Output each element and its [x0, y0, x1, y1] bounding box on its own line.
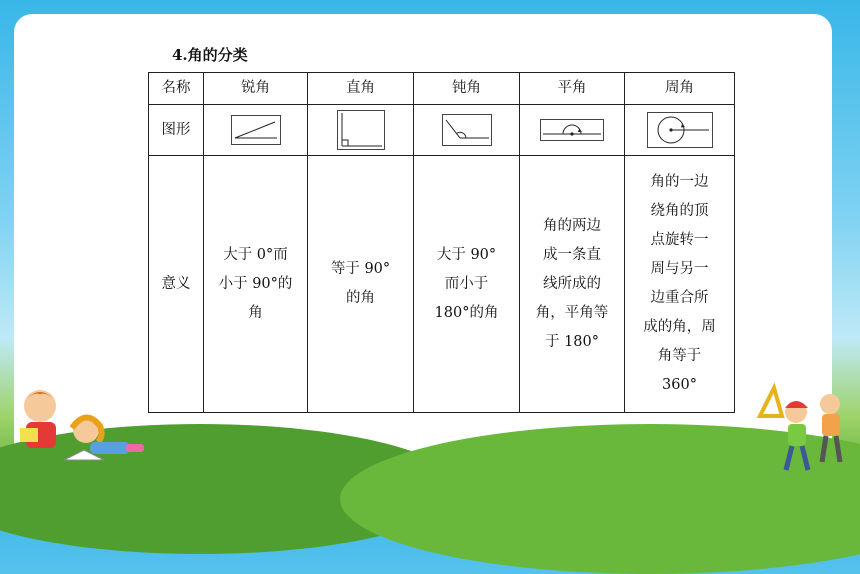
section-heading: 4.角的分类 — [172, 46, 248, 64]
acute-meaning-text: 大于 0°而 小于 90°的 角 — [218, 246, 293, 321]
meaning-row-label: 意义 — [149, 156, 204, 413]
angle-classification-table — [148, 72, 735, 413]
figure-row-label: 图形 — [149, 105, 204, 156]
figure-row — [149, 105, 735, 156]
header-cell: 直角 — [308, 73, 414, 105]
straight-angle-meaning — [520, 156, 625, 413]
acute-angle-figure — [231, 115, 281, 145]
full-angle-figure — [647, 112, 713, 148]
obtuse-angle-figure — [442, 114, 492, 146]
right-angle-meaning — [308, 156, 414, 413]
obtuse-angle-cell — [414, 105, 520, 156]
obtuse-meaning-text: 大于 90° 而小于 180°的角 — [434, 246, 499, 321]
header-cell: 平角 — [520, 73, 625, 105]
meaning-row — [149, 156, 735, 413]
header-cell: 钝角 — [414, 73, 520, 105]
header-cell: 名称 — [149, 73, 204, 105]
table-header-row — [149, 73, 735, 105]
straight-angle-cell — [520, 105, 625, 156]
reading-children-illustration — [8, 378, 158, 478]
acute-angle-cell — [204, 105, 308, 156]
right-angle-cell — [308, 105, 414, 156]
playing-children-illustration — [752, 382, 852, 478]
header-cell: 周角 — [625, 73, 735, 105]
full-angle-cell — [625, 105, 735, 156]
full-angle-meaning — [625, 156, 735, 413]
straight-meaning-text: 角的两边 成一条直 线所成的 角，平角等 于 180° — [535, 217, 609, 350]
acute-angle-meaning — [204, 156, 308, 413]
header-cell: 锐角 — [204, 73, 308, 105]
straight-angle-figure — [540, 119, 604, 141]
full-meaning-text: 角的一边 绕角的顶 点旋转一 周与另一 边重合所 成的角，周 角等于 360° — [643, 174, 716, 393]
right-angle-figure — [337, 110, 385, 150]
right-meaning-text: 等于 90° 的角 — [330, 261, 391, 306]
obtuse-angle-meaning — [414, 156, 520, 413]
